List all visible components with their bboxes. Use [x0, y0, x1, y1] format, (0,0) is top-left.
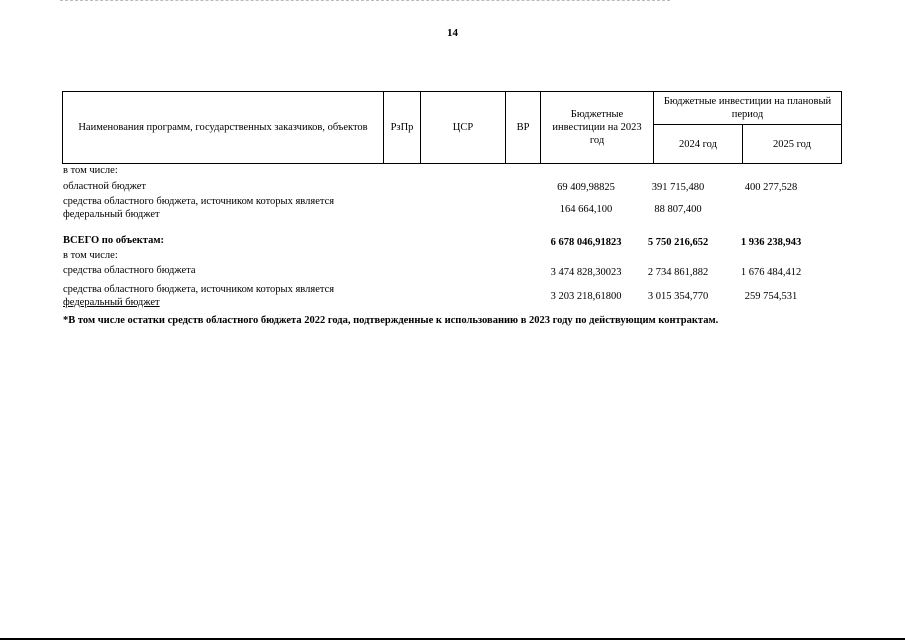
- row-label: в том числе:: [63, 165, 118, 176]
- value-2024: 3 015 354,770: [647, 291, 709, 302]
- row-label-line2: федеральный бюджет: [63, 297, 160, 308]
- total-2024: 5 750 216,652: [647, 237, 709, 248]
- value-2024: 88 807,400: [654, 204, 702, 215]
- value-2024: 391 715,480: [651, 182, 705, 193]
- top-scan-edge: [60, 0, 670, 1]
- total-label: ВСЕГО по объектам:: [63, 235, 164, 246]
- value-2023: 3 474 828,30023: [550, 267, 622, 278]
- value-2025: 1 676 484,412: [740, 267, 802, 278]
- budget-table-header: [62, 91, 842, 164]
- total-2023: 6 678 046,91823: [550, 237, 622, 248]
- value-2025: 400 277,528: [744, 182, 798, 193]
- value-2023: 69 409,98825: [557, 182, 615, 193]
- value-2024: 2 734 861,882: [647, 267, 709, 278]
- row-label: в том числе:: [63, 250, 118, 261]
- row-label-line1: средства областного бюджета, источником которых является: [63, 284, 335, 295]
- page-number: 14: [447, 27, 458, 39]
- value-2023: 164 664,100: [559, 204, 613, 215]
- total-2025: 1 936 238,943: [740, 237, 802, 248]
- row-label: средства областного бюджета: [63, 265, 196, 276]
- header-csr: ЦСР: [421, 92, 506, 164]
- value-2023: 3 203 218,61800: [550, 291, 622, 302]
- header-2024: 2024 год: [654, 125, 743, 164]
- header-budget-2023: Бюджетные инвестиции на 2023 год: [541, 92, 654, 164]
- row-label-line2: федеральный бюджет: [63, 209, 160, 220]
- header-name: Наименования программ, государственных заказчиков, объектов: [63, 92, 384, 164]
- header-planned-period: Бюджетные инвестиции на плановый период: [654, 92, 842, 125]
- footnote: *В том числе остатки средств областного бюджета 2022 года, подтвержденные к использованию в 2023 году по действующим контрактам.: [63, 315, 719, 326]
- header-rzpr: РзПр: [384, 92, 421, 164]
- header-vr: ВР: [506, 92, 541, 164]
- value-2025: 259 754,531: [744, 291, 798, 302]
- row-label-line1: средства областного бюджета, источником которых является: [63, 196, 335, 207]
- row-label: областной бюджет: [63, 181, 146, 192]
- header-2025: 2025 год: [743, 125, 842, 164]
